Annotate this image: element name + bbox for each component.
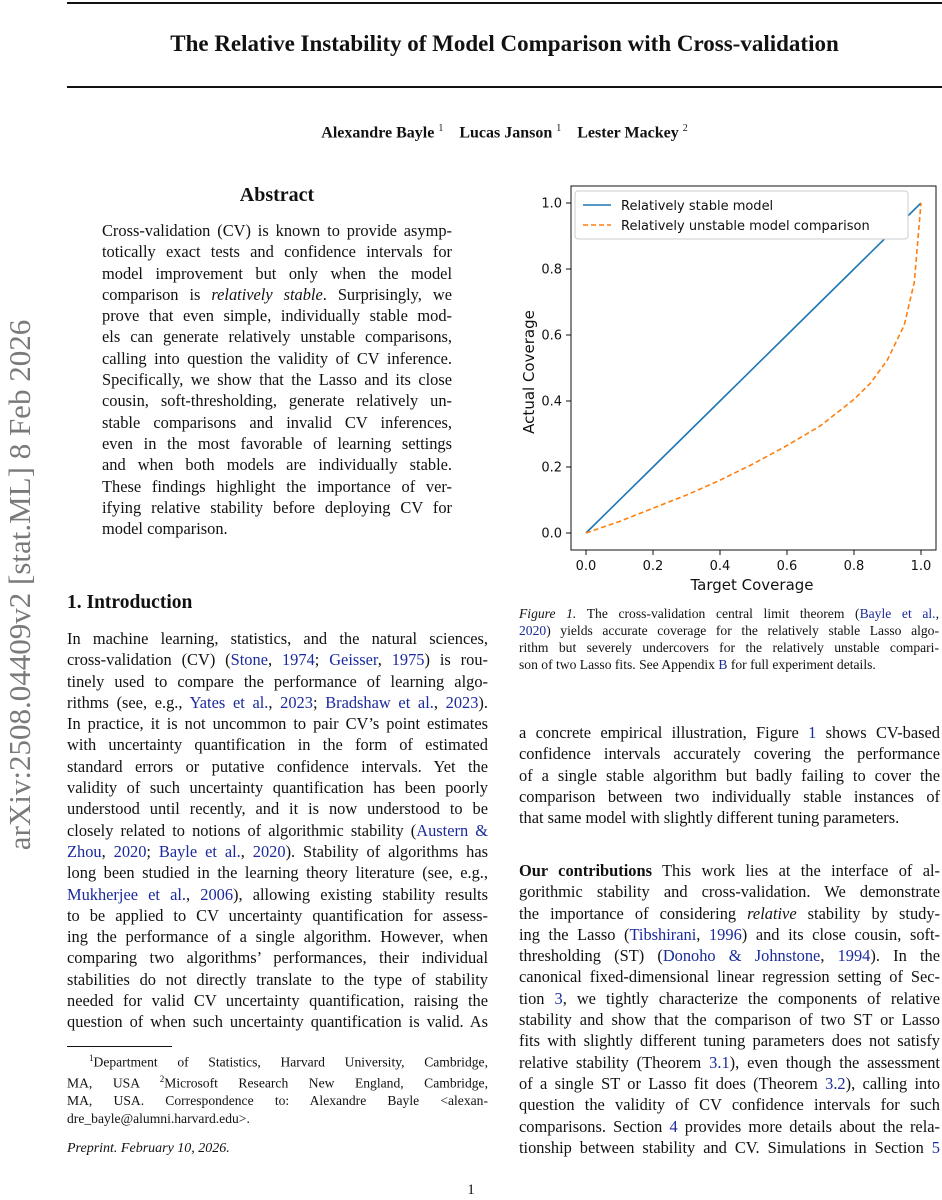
y-tick-label: 0.4 <box>541 394 562 410</box>
author-affiliation: 1 <box>438 123 444 134</box>
y-tick-label: 0.0 <box>541 526 562 542</box>
author-name: Alexandre Bayle <box>321 124 435 142</box>
citation-link[interactable]: 1994 <box>837 946 871 966</box>
citation-link[interactable]: Zhou <box>67 841 102 861</box>
abstract-text: Cross-validation (CV) is known to provide asymp- totically exact tests and confidence intervals for model improvement but only when the model comparison is relatively stable. Surprisingly, we prove that even simple, individually stable mod- els can generate relatively unstable comparisons, calling into question the validity of CV inference. Specifically, we show that the Lasso and its close cousin, soft-thresholding, generate relatively un- stable comparisons and invalid CV inferences, even in the most favorable of learning settings and when both models are individually stable. These findings highlight the importance of ver- ifying relative stability before deploying CV for model comparison. <box>102 221 452 539</box>
author-affiliation: 1 <box>556 123 562 134</box>
x-tick-label: 0.4 <box>709 559 731 574</box>
preprint-note: Preprint. February 10, 2026. <box>67 1141 230 1156</box>
stable-model-line <box>586 203 921 533</box>
citation-link[interactable]: 2020 <box>113 841 147 861</box>
contributions-text: Our contributions This work lies at the interface of al- gorithmic stability and cross-validation. We demonstrate the importance of considering relative stability by study- ing the Lasso (Tibshirani, 1996) and its close cousin, soft- thresholding (ST) (Donoho & Johnstone, 1994). In the canonical fixed-dimensional linear regression setting of Sec- tion 3, we tightly characterize the components of relative stability and show that the comparison of two ST or Lasso fits with slightly different tuning parameters does not satisfy relative stability (Theorem 3.1), even though the assessment of a single ST or Lasso fit does (Theorem 3.2), calling into question the validity of CV confidence intervals for such comparisons. Section 4 provides more details about the rela- tionship between stability and CV. Simulations in Section 5 <box>519 861 941 1157</box>
citation-link[interactable]: 2023 <box>445 692 479 712</box>
footnote: $^1$Department of Statistics, Harvard University, Cambridge, MA, USA $^2$Microsoft Research New England, Cambridge, MA, USA. Correspondence to: Alexandre Bayle <alexan- dre_bayle@alumni.harvard.edu>. <box>67 1053 488 1126</box>
theorem-link[interactable]: 3.2 <box>825 1073 846 1093</box>
author-name: Lester Mackey <box>577 124 679 142</box>
figure-discussion-text: a concrete empirical illustration, Figure 1 shows CV-based confidence intervals accurately covering the performance of a single stable algorithm but badly failing to cover the comparison between two individually stable instances of that same model with slightly different tuning parameters. <box>519 723 940 828</box>
citation-link[interactable]: Yates et al. <box>189 692 269 712</box>
citation-link[interactable]: Austern & <box>416 820 488 840</box>
citation-link[interactable]: Stone <box>230 650 268 670</box>
author-list <box>67 123 942 142</box>
paper-title: The Relative Instability of Model Comparison with Cross-validation <box>170 31 839 56</box>
theorem-link[interactable]: 3.1 <box>709 1052 730 1072</box>
y-axis-label: Actual Coverage <box>520 310 538 434</box>
introduction-heading: 1. Introduction <box>67 592 193 613</box>
top-rule <box>67 2 942 4</box>
section-link[interactable]: 4 <box>669 1116 678 1136</box>
introduction-text: In machine learning, statistics, and the natural sciences, cross-validation (CV) (Stone, 1974; Geisser, 1975) is rou- tinely used to compare the performance of learning algo- rithms (see, e.g., Yates et al., 2023; Bradshaw et al., 2023). In practice, it is not uncommon to pair CV’s point estimates with uncertainty quantification in the form of estimated standard errors or putative confidence intervals. Yet the validity of such uncertainty quantification has been poorly understood until recently, and it is now understood to be closely related to notions of algorithmic stability (Austern & Zhou, 2020; Bayle et al., 2020). Stability of algorithms has long been studied in the learning theory literature (see, e.g., Mukherjee et al., 2006), allowing existing stability results to be applied to CV uncertainty quantification for assess- ing the performance of a single algorithm. However, when comparing two algorithms’ performances, their individual stabilities do not directly translate to the type of stability needed for valid CV uncertainty quantification, raising the question of when such uncertainty quantification is valid. As <box>67 629 488 1032</box>
coverage-chart <box>515 180 942 600</box>
x-tick-label: 0.2 <box>642 559 664 574</box>
y-tick-label: 1.0 <box>541 196 562 212</box>
author-affiliation: 2 <box>682 123 688 134</box>
legend-entry: Relatively stable model <box>621 199 774 214</box>
x-tick-label: 0.6 <box>776 559 798 574</box>
citation-link[interactable]: Mukherjee et al. <box>67 884 187 904</box>
citation-link[interactable]: 2020 <box>519 623 547 638</box>
y-tick-label: 0.8 <box>541 262 562 278</box>
title-rule <box>67 86 942 88</box>
section-link[interactable]: 3 <box>554 988 563 1008</box>
y-tick-label: 0.2 <box>541 460 562 476</box>
citation-link[interactable]: Tibshirani <box>629 924 697 944</box>
citation-link[interactable]: 2023 <box>280 692 313 712</box>
figure-caption: Figure 1. The cross-validation central limit theorem (Bayle et al., 2020) yields accurate coverage for the relatively stable Lasso algo- rithm but severely undercovers for the relatively unstable compari- son of two Lasso fits. See Appendix B for full experiment details. <box>519 606 939 672</box>
citation-link[interactable]: 1975 <box>391 650 425 670</box>
arxiv-sidebar <box>0 265 40 905</box>
page-number: 1 <box>467 1182 475 1198</box>
citation-link[interactable]: Donoho & Johnstone <box>662 946 821 966</box>
contributions-heading: Our contributions <box>519 861 652 880</box>
citation-link[interactable]: 1974 <box>281 650 315 670</box>
x-tick-label: 0.0 <box>575 559 597 574</box>
x-tick-label: 1.0 <box>910 559 932 574</box>
figure-link[interactable]: 1 <box>808 723 817 742</box>
citation-link[interactable]: 1996 <box>708 924 742 944</box>
citation-link[interactable]: 2006 <box>200 884 234 904</box>
citation-link[interactable]: Bayle et al. <box>859 606 936 621</box>
y-tick-label: 0.6 <box>541 328 562 344</box>
legend-entry: Relatively unstable model comparison <box>621 219 870 234</box>
section-link[interactable]: 5 <box>931 1137 940 1157</box>
arxiv-identifier: arXiv:2508.04409v2 [stat.ML] 8 Feb 2026 <box>2 319 37 851</box>
citation-link[interactable]: 2020 <box>252 841 286 861</box>
citation-link[interactable]: Bradshaw et al. <box>325 692 434 712</box>
x-axis-label: Target Coverage <box>690 576 814 594</box>
appendix-link[interactable]: B <box>718 657 728 672</box>
author-name: Lucas Janson <box>459 124 553 142</box>
citation-link[interactable]: Geisser <box>329 650 378 670</box>
footnote-rule <box>67 1046 172 1047</box>
citation-link[interactable]: Bayle et al. <box>158 841 241 861</box>
x-tick-label: 0.8 <box>843 559 865 574</box>
abstract-heading: Abstract <box>239 184 315 206</box>
